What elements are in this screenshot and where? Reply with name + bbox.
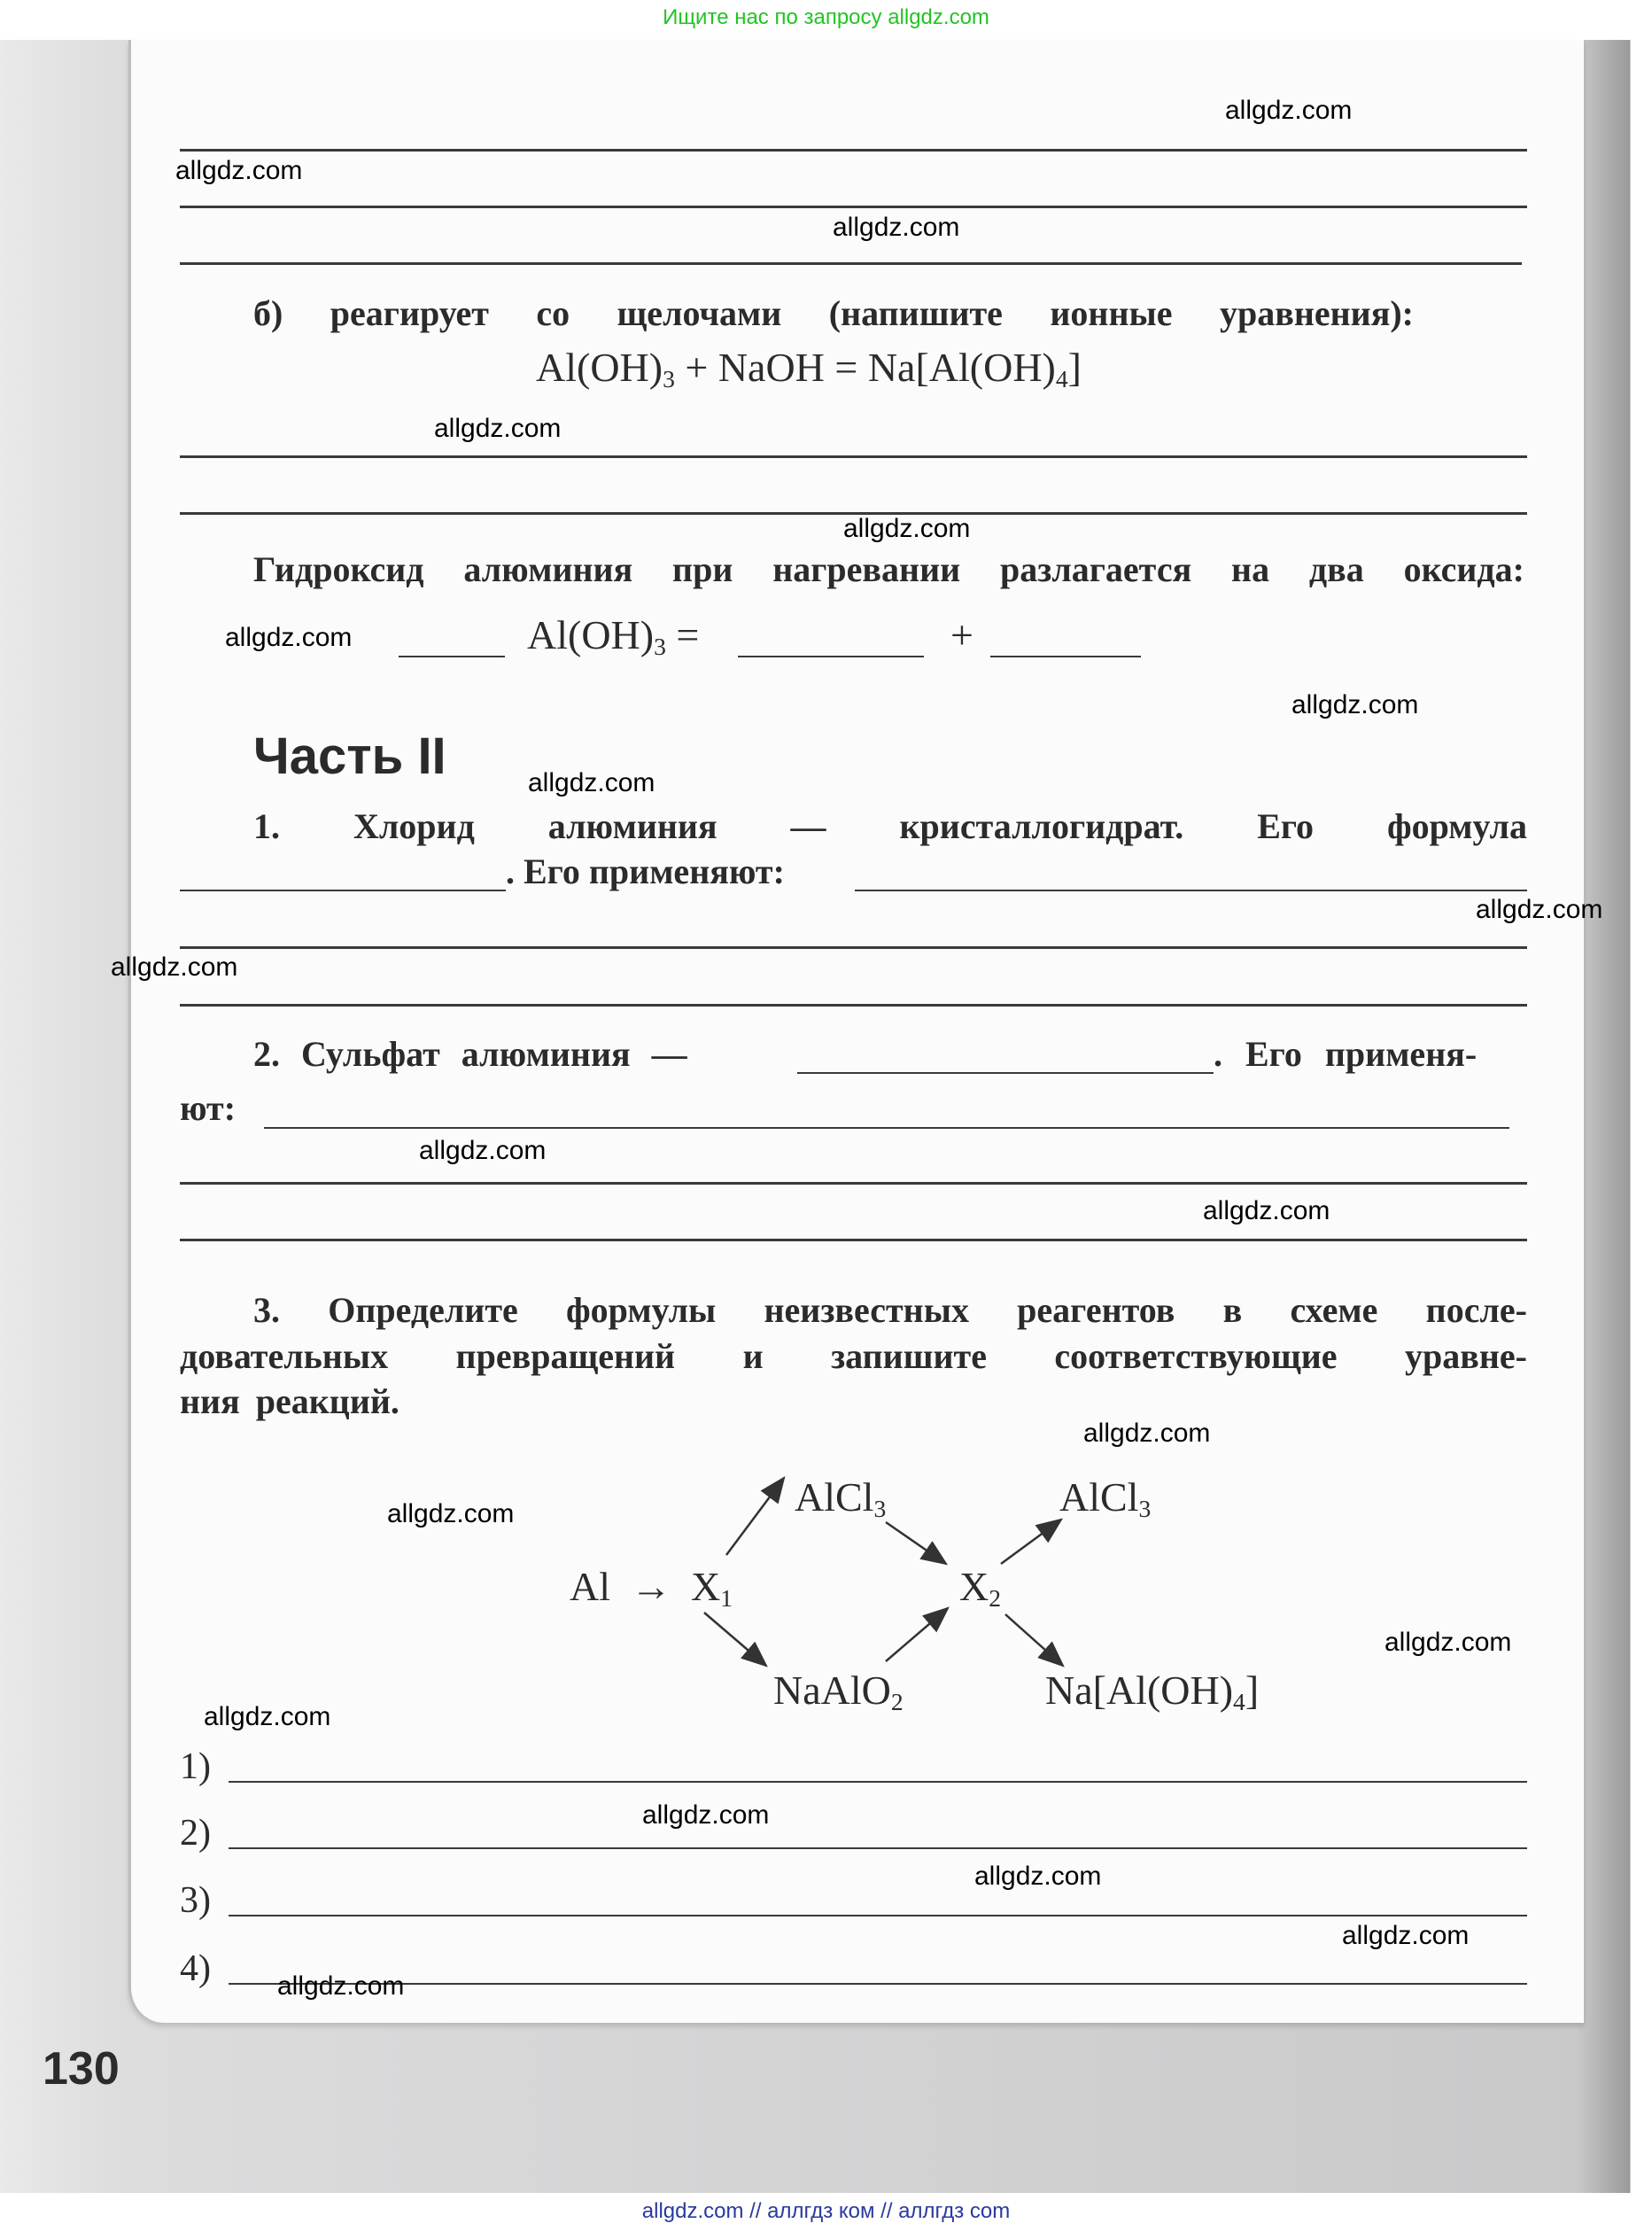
scheme-alcl3-left <box>795 1474 886 1532</box>
complex-sub: 4 <box>1233 1687 1245 1715</box>
watermark: allgdz.com <box>843 514 971 543</box>
arrow-x1-alcl3 <box>726 1478 784 1555</box>
section-b-prompt: б) реагирует со щелочами (напишите ионные уравнения): <box>253 293 1414 333</box>
complex: Na[Al(OH) <box>1045 1668 1234 1713</box>
naalo2: NaAlO <box>773 1668 891 1713</box>
alcl3-sub: 3 <box>873 1494 887 1522</box>
alcl3-sub: 3 <box>1138 1494 1152 1522</box>
task3-line: довательных превращений и запишите соответствующие уравне- <box>180 1336 1527 1376</box>
alcl3: AlCl <box>795 1474 874 1520</box>
hydroxide-prompt: Гидроксид алюминия при нагревании разлагается на два оксида: <box>253 549 1524 589</box>
watermark: allgdz.com <box>528 768 655 797</box>
top-note[interactable]: Ищите нас по запросу allgdz.com <box>663 5 989 29</box>
answer-line[interactable] <box>229 1983 1527 1985</box>
formula-sub: 3 <box>654 632 666 660</box>
watermark: allgdz.com <box>419 1136 547 1165</box>
alcl3: AlCl <box>1059 1474 1139 1520</box>
formula: Al(OH) <box>527 612 655 657</box>
task1-text-2: . Его применяют: <box>506 851 785 891</box>
eq-part: + NaOH = Na[Al(OH) <box>674 345 1056 390</box>
eq-part: Al(OH) <box>536 345 663 390</box>
watermark: allgdz.com <box>1225 96 1353 125</box>
task1-text: 1. Хлорид алюминия — кристаллогидрат. Его формула <box>253 806 1527 846</box>
eq-sub: 3 <box>663 364 675 393</box>
eq-sub: 4 <box>1055 364 1068 393</box>
x2-sub: 2 <box>989 1583 1002 1612</box>
watermark: allgdz.com <box>642 1800 770 1830</box>
naalo2-sub: 2 <box>890 1687 904 1715</box>
watermark: allgdz.com <box>1083 1419 1211 1448</box>
scheme-al <box>570 1564 671 1610</box>
task3-line: ния реакций. <box>180 1381 399 1421</box>
task2-text: 2. Сульфат алюминия — <box>253 1034 687 1074</box>
arrow-x2-alcl3 <box>1001 1520 1061 1564</box>
scheme-alcl3-right <box>1059 1474 1151 1532</box>
watermark: allgdz.com <box>111 952 238 982</box>
arrow-icon: → <box>631 1564 671 1609</box>
watermark: allgdz.com <box>277 1971 405 2001</box>
watermark: allgdz.com <box>1476 895 1603 924</box>
watermark: allgdz.com <box>434 414 562 443</box>
x1: X <box>691 1564 721 1609</box>
answer-label: 3) <box>180 1880 211 1921</box>
watermark: allgdz.com <box>1203 1196 1330 1225</box>
answer-line[interactable] <box>229 1847 1527 1849</box>
al: Al <box>570 1564 610 1609</box>
page-number: 130 <box>43 2043 120 2095</box>
equals-sign: = <box>676 612 700 657</box>
part-title: Часть II <box>253 727 446 785</box>
watermark: allgdz.com <box>204 1702 331 1731</box>
answer-label: 4) <box>180 1948 211 1989</box>
task2-text-2: . Его применя- <box>1214 1034 1477 1074</box>
task2-text-3: ют: <box>180 1088 237 1128</box>
answer-label: 2) <box>180 1813 211 1854</box>
arrow-x2-complex <box>1005 1614 1063 1666</box>
footer-links[interactable]: allgdz.com // аллгдз ком // аллгдз com <box>641 2199 1011 2223</box>
scheme-x2 <box>959 1564 1001 1621</box>
watermark: allgdz.com <box>974 1862 1102 1891</box>
answer-label: 1) <box>180 1746 211 1787</box>
eq-part: ] <box>1067 345 1082 390</box>
x2: X <box>959 1564 989 1609</box>
x1-sub: 1 <box>720 1583 733 1612</box>
scheme-complex <box>1045 1668 1259 1725</box>
scheme-x1 <box>691 1564 733 1621</box>
scheme-naalo2 <box>773 1668 904 1725</box>
arrow-alcl3-x2 <box>886 1522 946 1564</box>
answer-line[interactable] <box>229 1781 1527 1783</box>
complex-end: ] <box>1245 1668 1260 1713</box>
watermark: allgdz.com <box>387 1499 515 1528</box>
answer-line[interactable] <box>229 1915 1527 1916</box>
task3-line: 3. Определите формулы неизвестных реагентов в схеме после- <box>253 1290 1527 1330</box>
watermark: allgdz.com <box>1291 690 1419 719</box>
watermark: allgdz.com <box>1384 1628 1512 1657</box>
plus-sign: + <box>950 612 973 657</box>
watermark: allgdz.com <box>833 213 960 242</box>
watermark: allgdz.com <box>1342 1921 1470 1950</box>
arrow-naalo2-x2 <box>886 1608 948 1661</box>
watermark: allgdz.com <box>175 156 303 185</box>
watermark: allgdz.com <box>225 623 353 652</box>
